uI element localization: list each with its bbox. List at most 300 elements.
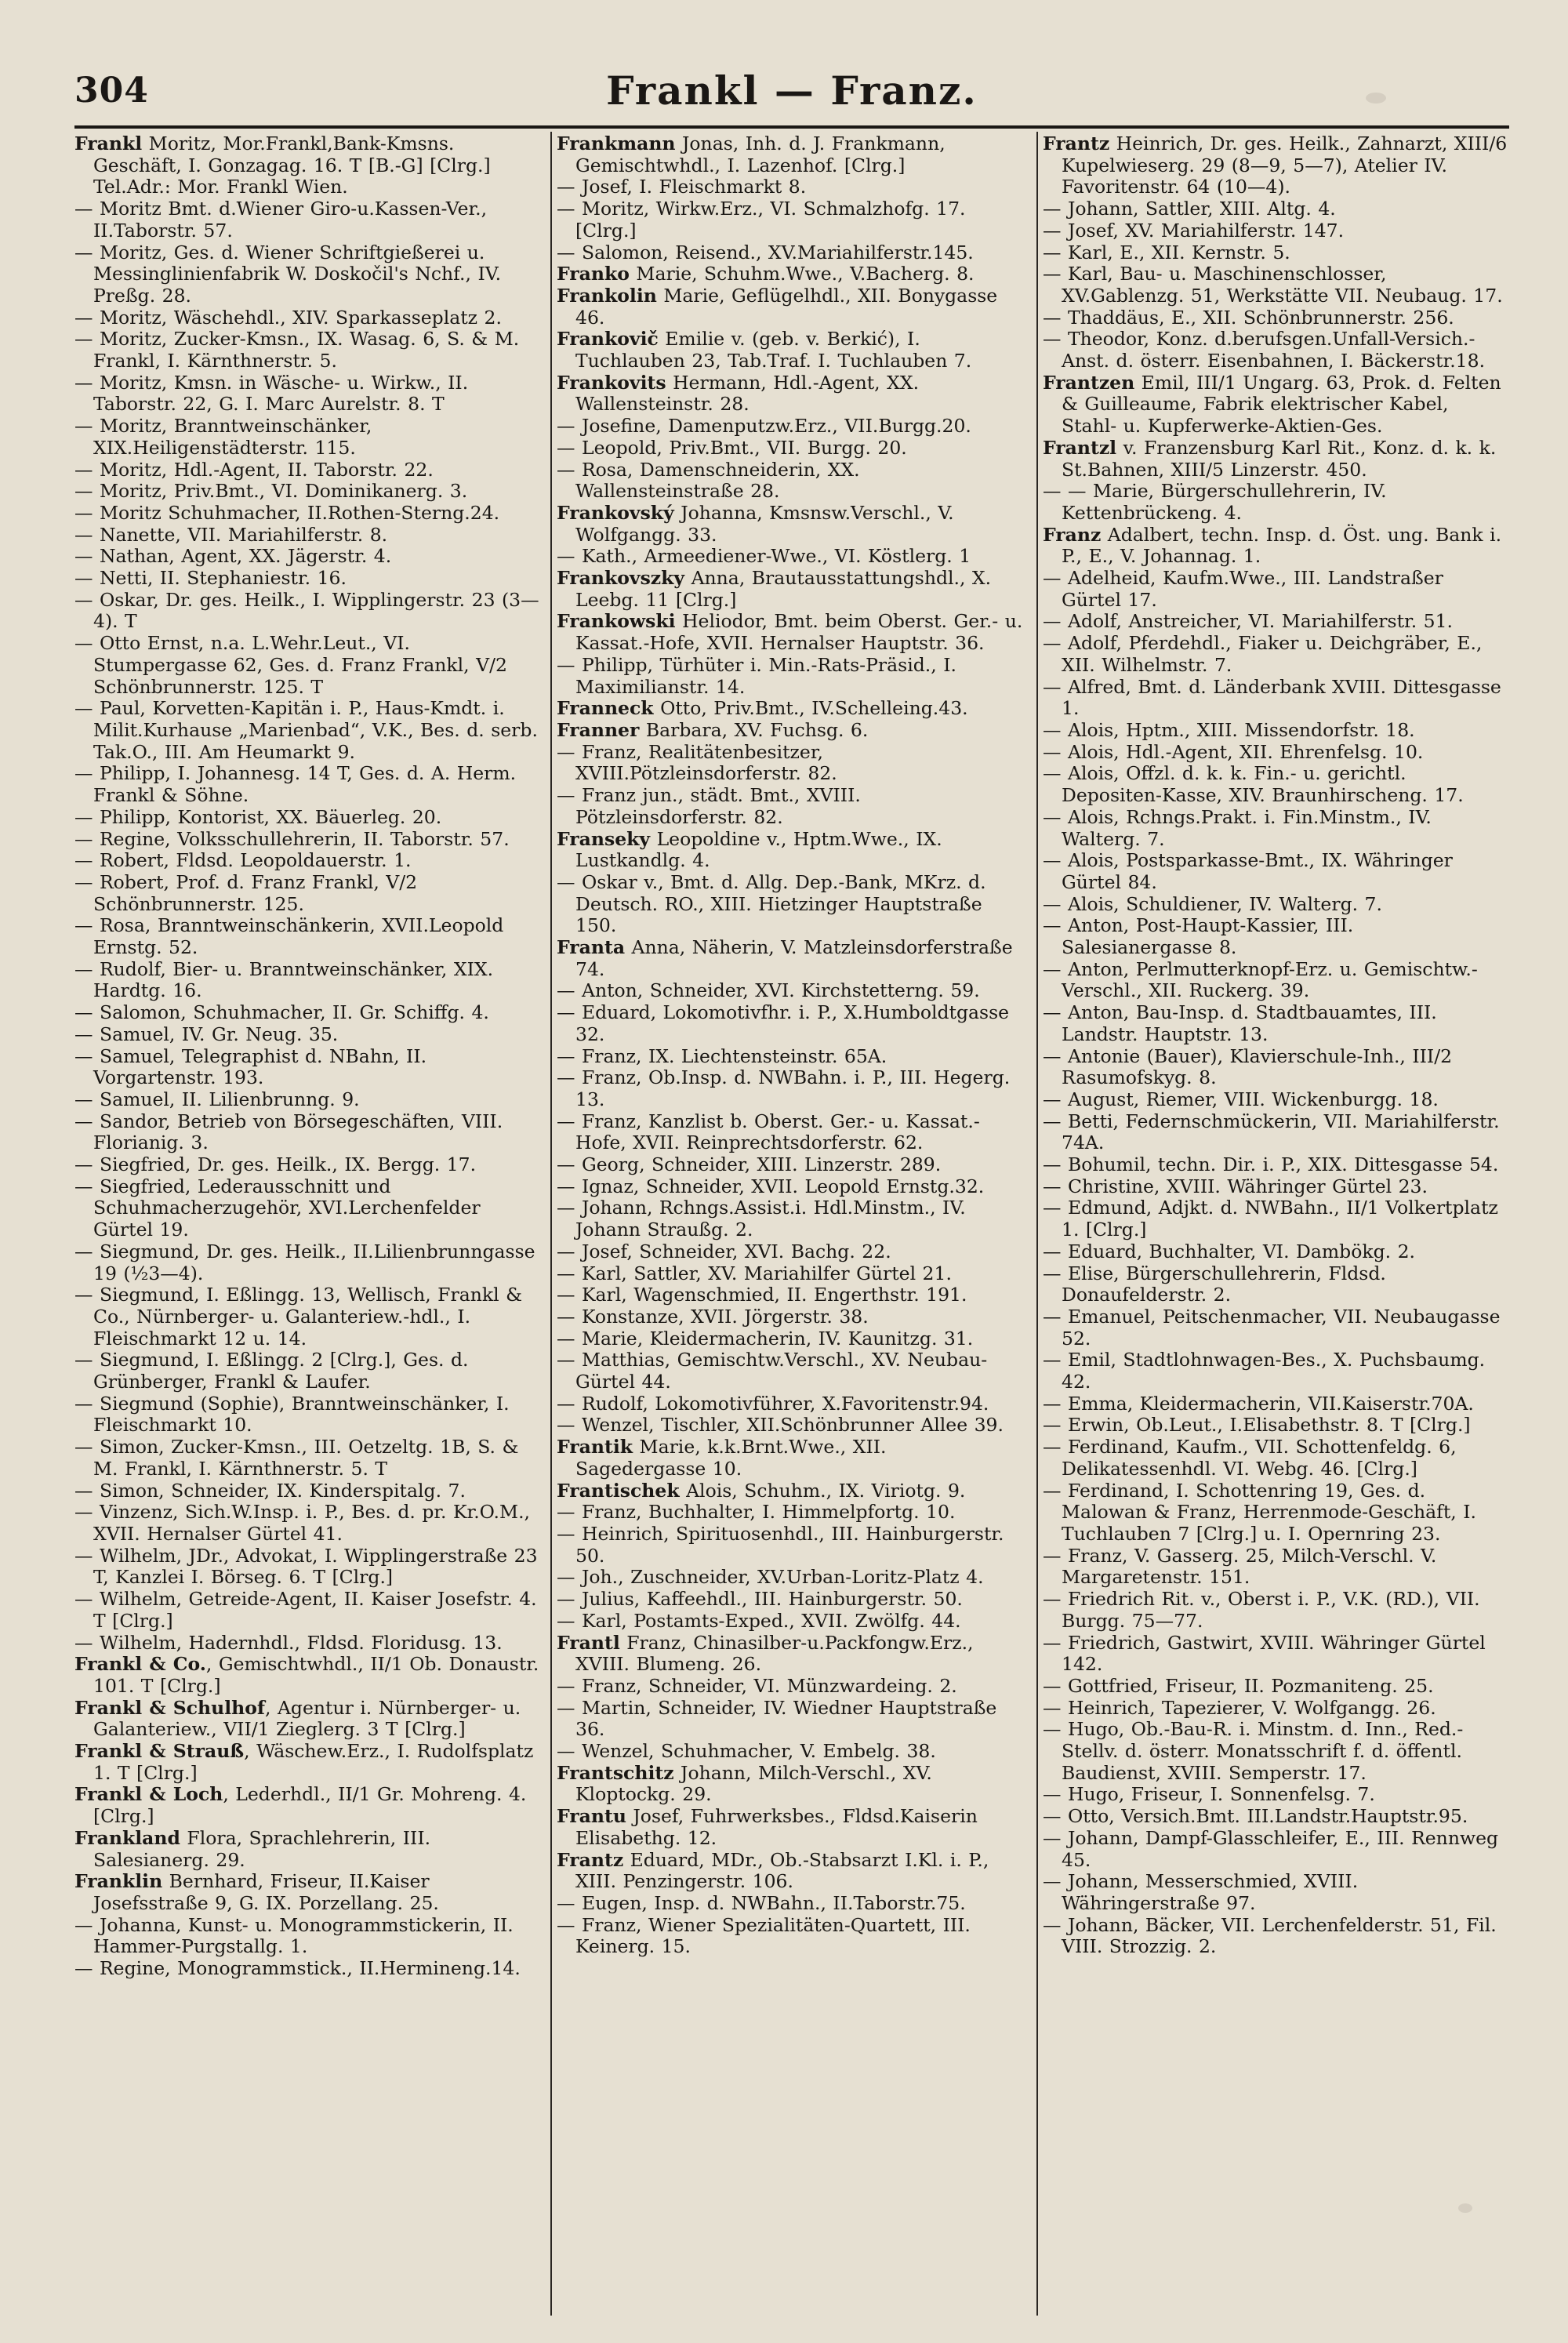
entry-text: — Emanuel, Peitschenmacher, VII. Neubaugasse 52. bbox=[1043, 1305, 1501, 1349]
directory-entry bbox=[557, 1415, 1023, 1437]
entry-text: Franz, Chinasilber-u.Packfongw.Erz., XVIII. Blumeng. 26. bbox=[575, 1631, 974, 1676]
directory-entry bbox=[1043, 1828, 1509, 1871]
directory-entry bbox=[557, 1328, 1023, 1350]
directory-entry bbox=[1043, 242, 1509, 264]
entry-text: — Netti, II. Stephaniestr. 16. bbox=[74, 567, 347, 590]
directory-entry bbox=[74, 1089, 541, 1111]
directory-entry bbox=[557, 980, 1023, 1002]
directory-entry bbox=[74, 850, 541, 872]
directory-entry bbox=[557, 546, 1023, 568]
entry-text: — Alfred, Bmt. d. Länderbank XVIII. Dittesgasse 1. bbox=[1043, 675, 1501, 720]
directory-entry bbox=[1043, 1546, 1509, 1589]
entry-text: Eduard, MDr., Ob.-Stabsarzt I.Kl. i. P., XIII. Penzingerstr. 106. bbox=[575, 1848, 989, 1893]
directory-entry bbox=[557, 329, 1023, 372]
entry-surname: Frantl bbox=[557, 1631, 620, 1654]
entry-surname: Franko bbox=[557, 263, 630, 285]
entry-text: — Franz, Ob.Insp. d. NWBahn. i. P., III. Hegerg. 13. bbox=[557, 1066, 1011, 1110]
entry-text: — Wenzel, Tischler, XII.Schönbrunner Allee 39. bbox=[557, 1414, 1004, 1437]
entry-text: — Eugen, Insp. d. NWBahn., II.Taborstr.75. bbox=[557, 1891, 966, 1914]
directory-entry bbox=[557, 1067, 1023, 1110]
directory-entry bbox=[74, 329, 541, 372]
entry-text: Heliodor, Bmt. beim Oberst. Ger.- u. Kassat.-Hofe, XVII. Hernalser Hauptstr. 36. bbox=[575, 610, 1023, 655]
directory-entry bbox=[557, 1002, 1023, 1045]
entry-text: — Ignaz, Schneider, XVII. Leopold Ernstg.32. bbox=[557, 1175, 985, 1197]
entry-text: — Josefine, Damenputzw.Erz., VII.Burgg.20. bbox=[557, 415, 971, 438]
entry-text: — Moritz, Wäschehdl., XIV. Sparkasseplatz 2. bbox=[74, 306, 502, 329]
directory-entry bbox=[74, 1546, 541, 1589]
entry-text: — Theodor, Konz. d.berufsgen.Unfall-Versich.-Anst. d. österr. Eisenbahnen, I. Bäckerstr.18. bbox=[1043, 328, 1486, 372]
entry-text: — Johann, Messerschmied, XVIII. Währingerstraße 97. bbox=[1043, 1870, 1359, 1914]
directory-entry bbox=[557, 1263, 1023, 1285]
entry-text: — Rudolf, Bier- u. Branntweinschänker, XIX. Hardtg. 16. bbox=[74, 957, 494, 1002]
entry-surname: Franta bbox=[557, 936, 626, 959]
directory-entry bbox=[1043, 1698, 1509, 1720]
directory-entry bbox=[1043, 133, 1509, 198]
directory-entry bbox=[74, 1349, 541, 1393]
directory-entry bbox=[74, 1633, 541, 1655]
entry-surname: Frankl & Schulhof bbox=[74, 1696, 266, 1719]
directory-entry bbox=[1043, 1263, 1509, 1306]
entry-text: — Alois, Postsparkasse-Bmt., IX. Währinger Gürtel 84. bbox=[1043, 849, 1453, 893]
entry-text: — Erwin, Ob.Leut., I.Elisabethstr. 8. T [Clrg.] bbox=[1043, 1414, 1471, 1437]
entry-surname: Frankl & Loch bbox=[74, 1783, 223, 1806]
directory-entry bbox=[74, 633, 541, 698]
directory-entry bbox=[557, 1850, 1023, 1893]
directory-entry bbox=[1043, 568, 1509, 611]
directory-entry bbox=[557, 1480, 1023, 1502]
entry-text: — Simon, Zucker-Kmsn., III. Oetzeltg. 1B, S. & M. Frankl, I. Kärnthnerstr. 5. T bbox=[74, 1436, 519, 1480]
directory-entry bbox=[1043, 1719, 1509, 1784]
directory-entry bbox=[74, 1393, 541, 1437]
directory-entry bbox=[557, 1567, 1023, 1589]
entry-text: — Adelheid, Kaufm.Wwe., III. Landstraßer Gürtel 17. bbox=[1043, 567, 1443, 611]
entry-text: — Adolf, Pferdehdl., Fiaker u. Deichgräber, E., XII. Wilhelmstr. 7. bbox=[1043, 632, 1483, 676]
column-divider bbox=[550, 132, 552, 2316]
entry-text: — Moritz Bmt. d.Wiener Giro-u.Kassen-Ver., II.Taborstr. 57. bbox=[74, 198, 488, 242]
entry-surname: Frankovszky bbox=[557, 567, 685, 590]
directory-entry bbox=[74, 568, 541, 590]
directory-entry bbox=[557, 372, 1023, 416]
entry-text: Marie, k.k.Brnt.Wwe., XII. Sagedergasse 10. bbox=[575, 1436, 887, 1480]
directory-entry bbox=[1043, 1349, 1509, 1393]
entry-text: — Siegmund, I. Eßlingg. 2 [Clrg.], Ges. d. Grünberger, Frankl & Laufer. bbox=[74, 1349, 469, 1393]
entry-text: — Siegfried, Lederausschnitt und Schuhmacherzugehör, XVI.Lerchenfelder Gürtel 19. bbox=[74, 1175, 481, 1241]
directory-entry bbox=[1043, 1633, 1509, 1676]
directory-entry bbox=[1043, 720, 1509, 742]
entry-text: — Nanette, VII. Mariahilferstr. 8. bbox=[74, 523, 388, 546]
directory-entry bbox=[557, 242, 1023, 264]
directory-entry bbox=[74, 198, 541, 242]
entry-text: — Salomon, Reisend., XV.Mariahilferstr.145. bbox=[557, 241, 974, 263]
directory-entry bbox=[74, 1915, 541, 1958]
entry-text: — Leopold, Priv.Bmt., VII. Burgg. 20. bbox=[557, 436, 907, 459]
entry-text: — Friedrich, Gastwirt, XVIII. Währinger Gürtel 142. bbox=[1043, 1631, 1486, 1676]
entry-text: — Ferdinand, Kaufm., VII. Schottenfeldg. 6, Delikatessenhdl. VI. Webg. 46. [Clrg.] bbox=[1043, 1436, 1457, 1480]
directory-entry bbox=[1043, 263, 1509, 307]
directory-entry bbox=[74, 1828, 541, 1871]
entry-text: Emil, III/1 Ungarg. 63, Prok. d. Felten & Guilleaume, Fabrik elektrischer Kabel, Stahl- u. Kupferwerke-Aktien-Ges. bbox=[1062, 371, 1501, 438]
entry-text: Hermann, Hdl.-Agent, XX. Wallensteinstr. 28. bbox=[575, 371, 920, 416]
entry-text: — Karl, Bau- u. Maschinenschlosser, XV.Gablenzg. 51, Werkstätte VII. Neubaug. 17. bbox=[1043, 263, 1503, 307]
entry-surname: Franseky bbox=[557, 827, 651, 850]
directory-entry bbox=[1043, 525, 1509, 568]
directory-entry bbox=[1043, 1437, 1509, 1480]
directory-entry bbox=[557, 1806, 1023, 1849]
entry-text: — Robert, Prof. d. Franz Frankl, V/2 Schönbrunnerstr. 125. bbox=[74, 870, 418, 915]
directory-entry bbox=[74, 1437, 541, 1480]
directory-entry bbox=[74, 1502, 541, 1545]
entry-surname: Franklin bbox=[74, 1870, 163, 1893]
entry-text: — Hugo, Friseur, I. Sonnenfelsg. 7. bbox=[1043, 1783, 1375, 1806]
entry-surname: Frankl bbox=[74, 133, 143, 154]
directory-entry bbox=[74, 1698, 541, 1741]
directory-entry bbox=[1043, 807, 1509, 850]
entry-text: — Franz, V. Gasserg. 25, Milch-Verschl. V. Margaretenstr. 151. bbox=[1043, 1544, 1437, 1589]
directory-entry bbox=[557, 1915, 1023, 1958]
directory-entry bbox=[557, 1306, 1023, 1328]
directory-entry bbox=[557, 503, 1023, 546]
directory-entry bbox=[1043, 1306, 1509, 1349]
directory-entry bbox=[1043, 894, 1509, 916]
directory-entry bbox=[1043, 1784, 1509, 1806]
directory-entry bbox=[557, 1611, 1023, 1633]
running-head: Frankl — Franz. bbox=[606, 67, 978, 114]
directory-entry bbox=[557, 198, 1023, 242]
entry-text: — Edmund, Adjkt. d. NWBahn., II/1 Volkertplatz 1. [Clrg.] bbox=[1043, 1197, 1498, 1241]
directory-entry bbox=[74, 763, 541, 806]
directory-entry bbox=[74, 829, 541, 851]
entry-text: Heinrich, Dr. ges. Heilk., Zahnarzt, XIII/6 Kupelwieserg. 29 (8—9, 5—7), Atelier IV. Favoritenstr. 64 (10—4). bbox=[1062, 133, 1508, 198]
directory-entry bbox=[74, 1784, 541, 1827]
directory-entry bbox=[1043, 307, 1509, 329]
directory-entry bbox=[74, 1154, 541, 1176]
entry-text: — Johann, Sattler, XIII. Altg. 4. bbox=[1043, 198, 1336, 220]
entry-text: — Franz, Kanzlist b. Oberst. Ger.- u. Kassat.-Hofe, XVII. Reinprechtsdorferstr. 62. bbox=[557, 1110, 980, 1154]
entry-text: — Josef, Schneider, XVI. Bachg. 22. bbox=[557, 1240, 891, 1262]
entry-text: — Johann, Dampf-Glasschleifer, E., III. Rennweg 45. bbox=[1043, 1826, 1499, 1871]
entry-text: — Elise, Bürgerschullehrerin, Fldsd. Donaufelderstr. 2. bbox=[1043, 1262, 1386, 1306]
directory-entry bbox=[1043, 1393, 1509, 1415]
page-header bbox=[74, 67, 1509, 122]
directory-entry bbox=[74, 915, 541, 958]
directory-entry bbox=[74, 807, 541, 829]
column-1 bbox=[74, 133, 541, 2313]
directory-entry bbox=[1043, 1197, 1509, 1241]
entry-text: — Josef, XV. Mariahilferstr. 147. bbox=[1043, 219, 1345, 242]
directory-entry bbox=[1043, 1589, 1509, 1632]
entry-text: Adalbert, techn. Insp. d. Öst. ung. Bank i. P., E., V. Johannag. 1. bbox=[1062, 523, 1502, 568]
column-3 bbox=[1043, 133, 1509, 2313]
entry-text: — Antonie (Bauer), Klavierschule-Inh., III/2 Rasumofskyg. 8. bbox=[1043, 1044, 1453, 1089]
entry-surname: Frankovský bbox=[557, 501, 674, 524]
entry-text: — Robert, Fldsd. Leopoldauerstr. 1. bbox=[74, 849, 412, 872]
directory-entry bbox=[1043, 1089, 1509, 1111]
entry-text: — Moritz, Kmsn. in Wäsche- u. Wirkw., II. Taborstr. 22, G. I. Marc Aurelstr. 8. T bbox=[74, 371, 469, 416]
entry-text: — Moritz, Hdl.-Agent, II. Taborstr. 22. bbox=[74, 458, 434, 481]
directory-entry bbox=[1043, 220, 1509, 242]
directory-entry bbox=[1043, 633, 1509, 676]
directory-entry bbox=[1043, 959, 1509, 1002]
entry-text: — Friedrich Rit. v., Oberst i. P., V.K. (RD.), VII. Burgg. 75—77. bbox=[1043, 1588, 1480, 1632]
entry-text: Marie, Geflügelhdl., XII. Bonygasse 46. bbox=[575, 284, 998, 329]
entry-text: — Eduard, Buchhalter, VI. Dambökg. 2. bbox=[1043, 1240, 1415, 1262]
directory-entry bbox=[74, 372, 541, 416]
entry-text: — Heinrich, Spirituosenhdl., III. Hainburgerstr. 50. bbox=[557, 1523, 1004, 1567]
entry-text: — Julius, Kaffeehdl., III. Hainburgerstr. 50. bbox=[557, 1588, 963, 1611]
entry-text: — Philipp, Türhüter i. Min.-Rats-Präsid., I. Maximilianstr. 14. bbox=[557, 653, 956, 698]
entry-text: — Nathan, Agent, XX. Jägerstr. 4. bbox=[74, 545, 392, 568]
directory-entry bbox=[557, 438, 1023, 460]
directory-entry bbox=[557, 872, 1023, 937]
directory-entry bbox=[557, 176, 1023, 198]
entry-text: — Bohumil, techn. Dir. i. P., XIX. Dittesgasse 54. bbox=[1043, 1153, 1499, 1176]
directory-entry bbox=[557, 720, 1023, 742]
entry-text: — Wenzel, Schuhmacher, V. Embelg. 38. bbox=[557, 1740, 936, 1763]
entry-text: — Alois, Rchngs.Prakt. i. Fin.Minstm., IV. Walterg. 7. bbox=[1043, 805, 1432, 850]
entry-surname: Frantik bbox=[557, 1436, 633, 1458]
directory-entry bbox=[74, 1002, 541, 1024]
directory-entry bbox=[557, 655, 1023, 698]
directory-entry bbox=[557, 698, 1023, 720]
entry-text: — Samuel, II. Lilienbrunng. 9. bbox=[74, 1088, 360, 1110]
directory-entry bbox=[74, 460, 541, 481]
directory-entry bbox=[557, 1154, 1023, 1176]
directory-entry bbox=[1043, 372, 1509, 438]
entry-text: — Moritz, Zucker-Kmsn., IX. Wasag. 6, S. & M. Frankl, I. Kärnthnerstr. 5. bbox=[74, 328, 520, 372]
entry-text: — Simon, Schneider, IX. Kinderspitalg. 7. bbox=[74, 1479, 466, 1502]
entry-text: — Rudolf, Lokomotivführer, X.Favoritenstr.94. bbox=[557, 1392, 989, 1415]
directory-entry bbox=[1043, 915, 1509, 958]
entry-text: — Johann, Rchngs.Assist.i. Hdl.Minstm., IV. Johann Straußg. 2. bbox=[557, 1197, 966, 1241]
entry-text: — Franz, Realitätenbesitzer, XVIII.Pötzleinsdorferstr. 82. bbox=[557, 740, 837, 785]
entry-text: — Philipp, I. Johannesg. 14 T, Ges. d. A. Herm. Frankl & Söhne. bbox=[74, 762, 517, 807]
directory-entry bbox=[1043, 1480, 1509, 1546]
directory-entry bbox=[1043, 1002, 1509, 1045]
entry-surname: Frantzl bbox=[1043, 436, 1117, 459]
entry-text: — Karl, Postamts-Exped., XVII. Zwölfg. 44. bbox=[557, 1609, 961, 1632]
directory-entry bbox=[74, 1046, 541, 1089]
entry-text: — Moritz, Branntweinschänker, XIX.Heiligenstädterstr. 115. bbox=[74, 415, 372, 459]
directory-entry bbox=[74, 1958, 541, 1980]
directory-entry bbox=[74, 1871, 541, 1914]
directory-entry bbox=[557, 568, 1023, 611]
directory-entry bbox=[74, 1741, 541, 1784]
directory-entry bbox=[74, 1284, 541, 1349]
entry-text: — Thaddäus, E., XII. Schönbrunnerstr. 256. bbox=[1043, 306, 1454, 329]
entry-text: — Alois, Hdl.-Agent, XII. Ehrenfelsg. 10. bbox=[1043, 740, 1424, 763]
directory-entry bbox=[74, 503, 541, 525]
entry-text: — Marie, Kleidermacherin, IV. Kaunitzg. 31. bbox=[557, 1327, 974, 1349]
directory-entry bbox=[557, 742, 1023, 785]
directory-entry bbox=[557, 1176, 1023, 1198]
entry-text: — Moritz, Wirkw.Erz., VI. Schmalzhofg. 17. [Clrg.] bbox=[557, 198, 966, 242]
entry-text: — Siegmund, I. Eßlingg. 13, Wellisch, Frankl & Co., Nürnberger- u. Galanteriew.-hdl., I. Fleischmarkt 12 u. 14. bbox=[74, 1284, 522, 1349]
entry-text: Bernhard, Friseur, II.Kaiser Josefsstraße 9, G. IX. Porzellang. 25. bbox=[93, 1870, 439, 1914]
directory-entry bbox=[1043, 677, 1509, 720]
entry-text: — Alois, Hptm., XIII. Missendorfstr. 18. bbox=[1043, 718, 1415, 741]
entry-text: — Paul, Korvetten-Kapitän i. P., Haus-Kmdt. i. Milit.Kurhause „Marienbad“, V.K., Bes. d. serb. Tak.O., III. Am Heumarkt 9. bbox=[74, 697, 538, 763]
entry-surname: Frankl & Strauß bbox=[74, 1740, 245, 1763]
directory-entry bbox=[557, 937, 1023, 980]
entry-text: — Karl, Sattler, XV. Mariahilfer Gürtel 21. bbox=[557, 1262, 952, 1284]
entry-text: Emilie v. (geb. v. Berkić), I. Tuchlauben 23, Tab.Traf. I. Tuchlauben 7. bbox=[575, 328, 972, 372]
directory-entry bbox=[557, 1197, 1023, 1241]
directory-entry bbox=[74, 1111, 541, 1154]
entry-text: — Wilhelm, Hadernhdl., Fldsd. Floridusg. 13. bbox=[74, 1631, 503, 1654]
directory-entry bbox=[1043, 1154, 1509, 1176]
directory-entry bbox=[557, 1349, 1023, 1393]
directory-entry bbox=[557, 263, 1023, 285]
directory-entry bbox=[74, 416, 541, 459]
entry-surname: Frankovits bbox=[557, 371, 666, 394]
entry-text: Moritz, Mor.Frankl,Bank-Kmsns. Geschäft, I. Gonzagag. 16. T [B.-G] [Clrg.] Tel.Adr.: Mor. Frankl Wien. bbox=[93, 133, 491, 198]
entry-text: — Wilhelm, Getreide-Agent, II. Kaiser Josefstr. 4. T [Clrg.] bbox=[74, 1588, 537, 1632]
entry-text: Anna, Brautausstattungshdl., X. Leebg. 11 [Clrg.] bbox=[575, 567, 992, 611]
directory-entry bbox=[74, 1589, 541, 1632]
entry-text: — Betti, Federnschmückerin, VII. Mariahilferstr. 74A. bbox=[1043, 1110, 1500, 1154]
entry-text: — Emil, Stadtlohnwagen-Bes., X. Puchsbaumg. 42. bbox=[1043, 1349, 1486, 1393]
entry-text: — Moritz, Priv.Bmt., VI. Dominikanerg. 3. bbox=[74, 480, 468, 503]
entry-text: — Georg, Schneider, XIII. Linzerstr. 289. bbox=[557, 1153, 942, 1176]
directory-entry bbox=[74, 1654, 541, 1697]
entry-text: — Hugo, Ob.-Bau-R. i. Minstm. d. Inn., Red.-Stellv. d. österr. Monatsschrift f. d. öffentl. Baudienst, XVIII. Semperstr. 17. bbox=[1043, 1718, 1464, 1784]
directory-entry bbox=[557, 1698, 1023, 1741]
entry-text: — Rosa, Damenschneiderin, XX. Wallensteinstraße 28. bbox=[557, 458, 860, 503]
directory-entry bbox=[557, 460, 1023, 503]
entry-text: — Samuel, Telegraphist d. NBahn, II. Vorgartenstr. 193. bbox=[74, 1044, 427, 1089]
entry-text: — Regine, Volksschullehrerin, II. Taborstr. 57. bbox=[74, 827, 510, 850]
directory-entry bbox=[1043, 1176, 1509, 1198]
entry-text: — Franz, IX. Liechtensteinstr. 65A. bbox=[557, 1044, 887, 1067]
entry-surname: Franneck bbox=[557, 697, 654, 720]
directory-entry bbox=[557, 1741, 1023, 1763]
entry-surname: Frantz bbox=[1043, 133, 1110, 154]
entry-text: — Franz, Schneider, VI. Münzwardeing. 2. bbox=[557, 1674, 957, 1697]
entry-text: — Alois, Schuldiener, IV. Walterg. 7. bbox=[1043, 892, 1382, 915]
entry-text: — Anton, Perlmutterknopf-Erz. u. Gemischtw.-Verschl., XII. Ruckerg. 39. bbox=[1043, 957, 1478, 1002]
directory-entry bbox=[557, 1437, 1023, 1480]
entry-text: , Wäschew.Erz., I. Rudolfsplatz 1. T [Clrg.] bbox=[93, 1740, 534, 1784]
entry-text: — Johann, Bäcker, VII. Lerchenfelderstr. 51, Fil. VIII. Strozzig. 2. bbox=[1043, 1913, 1497, 1958]
directory-entry bbox=[74, 525, 541, 547]
directory-entry bbox=[1043, 1111, 1509, 1154]
directory-entry bbox=[74, 1024, 541, 1046]
directory-entry bbox=[74, 959, 541, 1002]
entry-text: — Emma, Kleidermacherin, VII.Kaiserstr.70A. bbox=[1043, 1392, 1474, 1415]
entry-text: Leopoldine v., Hptm.Wwe., IX. Lustkandlg. 4. bbox=[575, 827, 942, 872]
entry-text: v. Franzensburg Karl Rit., Konz. d. k. k. St.Bahnen, XIII/5 Linzerstr. 450. bbox=[1062, 436, 1497, 481]
directory-entry bbox=[74, 307, 541, 329]
entry-text: — Sandor, Betrieb von Börsegeschäften, VIII. Florianig. 3. bbox=[74, 1110, 503, 1154]
directory-entry bbox=[1043, 1415, 1509, 1437]
directory-entry bbox=[74, 1241, 541, 1284]
directory-entry bbox=[1043, 1915, 1509, 1958]
directory-entry bbox=[557, 829, 1023, 872]
entry-text: — Otto, Versich.Bmt. III.Landstr.Hauptstr.95. bbox=[1043, 1805, 1468, 1828]
entry-text: — Kath., Armeediener-Wwe., VI. Köstlerg. 1 bbox=[557, 545, 971, 568]
entry-surname: Frantz bbox=[557, 1848, 624, 1871]
entry-text: Johann, Milch-Verschl., XV. Kloptockg. 29. bbox=[575, 1761, 932, 1806]
entry-text: — Moritz, Ges. d. Wiener Schriftgießerei u. Messinglinienfabrik W. Doskočil's Nchf., IV. Preßg. 28. bbox=[74, 241, 502, 307]
entry-text: — Konstanze, XVII. Jörgerstr. 38. bbox=[557, 1305, 869, 1328]
entry-surname: Franz bbox=[1043, 523, 1102, 546]
column-2 bbox=[557, 133, 1023, 2313]
directory-entry bbox=[74, 1480, 541, 1502]
directory-entry bbox=[74, 481, 541, 503]
entry-text: — Alois, Offzl. d. k. k. Fin.- u. gerichtl. Depositen-Kasse, XIV. Braunhirscheng. 17. bbox=[1043, 762, 1464, 807]
entry-text: — Siegmund, Dr. ges. Heilk., II.Lilienbrunngasse 19 (½3—4). bbox=[74, 1240, 535, 1284]
entry-text: — Salomon, Schuhmacher, II. Gr. Schiffg. 4. bbox=[74, 1001, 489, 1024]
entry-text: — Regine, Monogrammstick., II.Hermineng.14. bbox=[74, 1957, 521, 1980]
directory-entry bbox=[1043, 438, 1509, 481]
entry-text: — Moritz Schuhmacher, II.Rothen-Sterng.24. bbox=[74, 501, 500, 524]
entry-text: — Ferdinand, I. Schottenring 19, Ges. d. Malowan & Franz, Herrenmode-Geschäft, I. Tuchlauben 7 [Clrg.] u. I. Opernring 23. bbox=[1043, 1479, 1476, 1545]
entry-text: — Karl, Wagenschmied, II. Engerthstr. 191. bbox=[557, 1284, 967, 1306]
entry-surname: Frantischek bbox=[557, 1479, 680, 1502]
directory-entry bbox=[1043, 850, 1509, 893]
directory-entry bbox=[557, 1284, 1023, 1306]
directory-entry bbox=[74, 590, 541, 633]
directory-entry bbox=[557, 1676, 1023, 1698]
entry-text: — Philipp, Kontorist, XX. Bäuerleg. 20. bbox=[74, 805, 442, 828]
entry-text: Anna, Näherin, V. Matzleinsdorferstraße 74. bbox=[575, 936, 1013, 980]
directory-entry bbox=[74, 698, 541, 763]
directory-entry bbox=[557, 1763, 1023, 1806]
directory-entry bbox=[557, 611, 1023, 654]
entry-surname: Frantschitz bbox=[557, 1761, 674, 1784]
entry-text: — Josef, I. Fleischmarkt 8. bbox=[557, 176, 807, 198]
entry-surname: Frankowski bbox=[557, 610, 676, 633]
page-number: 304 bbox=[74, 71, 149, 111]
entry-surname: Frantu bbox=[557, 1805, 626, 1828]
directory-entry bbox=[74, 872, 541, 915]
directory-entry bbox=[1043, 1046, 1509, 1089]
entry-text: — Rosa, Branntweinschänkerin, XVII.Leopold Ernstg. 52. bbox=[74, 914, 504, 959]
directory-entry bbox=[557, 785, 1023, 828]
directory-entry bbox=[557, 1241, 1023, 1263]
directory-entry bbox=[557, 1893, 1023, 1915]
entry-text: — Franz jun., städt. Bmt., XVIII. Pötzleinsdorferstr. 82. bbox=[557, 784, 861, 828]
directory-entry bbox=[1043, 742, 1509, 764]
directory-entry bbox=[74, 242, 541, 307]
entry-text: — Anton, Post-Haupt-Kassier, III. Salesianergasse 8. bbox=[1043, 914, 1354, 959]
entry-text: — Adolf, Anstreicher, VI. Mariahilferstr. 51. bbox=[1043, 610, 1454, 633]
directory-entry bbox=[1043, 329, 1509, 372]
entry-text: — Otto Ernst, n.a. L.Wehr.Leut., VI. Stumpergasse 62, Ges. d. Franz Frankl, V/2 Schönbrunnerstr. 125. T bbox=[74, 632, 507, 698]
entry-surname: Frankland bbox=[74, 1826, 180, 1849]
directory-entry bbox=[557, 133, 1023, 176]
entry-text: — August, Riemer, VIII. Wickenburgg. 18. bbox=[1043, 1088, 1439, 1110]
directory-entry bbox=[557, 416, 1023, 438]
entry-text: — — Marie, Bürgerschullehrerin, IV. Kettenbrückeng. 4. bbox=[1043, 480, 1387, 524]
entry-text: , Gemischtwhdl., II/1 Ob. Donaustr. 101. T [Clrg.] bbox=[93, 1653, 539, 1697]
directory-entry bbox=[557, 285, 1023, 329]
entry-text: Flora, Sprachlehrerin, III. Salesianerg. 29. bbox=[93, 1826, 431, 1871]
entry-text: — Karl, E., XII. Kernstr. 5. bbox=[1043, 241, 1290, 263]
paper-speck bbox=[1366, 93, 1386, 104]
entry-text: Alois, Schuhm., IX. Viriotg. 9. bbox=[679, 1479, 966, 1502]
entry-surname: Frankolin bbox=[557, 284, 657, 307]
entry-text: — Joh., Zuschneider, XV.Urban-Loritz-Platz 4. bbox=[557, 1566, 984, 1589]
column-divider bbox=[1036, 132, 1038, 2316]
entry-surname: Frankl & Co. bbox=[74, 1653, 206, 1676]
entry-text: Josef, Fuhrwerksbes., Fldsd.Kaiserin Elisabethg. 12. bbox=[575, 1805, 978, 1849]
entry-text: Jonas, Inh. d. J. Frankmann, Gemischtwhdl., I. Lazenhof. [Clrg.] bbox=[575, 133, 946, 176]
entry-text: Johanna, Kmsnsw.Verschl., V. Wolfgangg. 33. bbox=[575, 501, 954, 546]
directory-entry bbox=[557, 1589, 1023, 1611]
entry-text: — Samuel, IV. Gr. Neug. 35. bbox=[74, 1023, 339, 1045]
directory-entry bbox=[74, 133, 541, 198]
